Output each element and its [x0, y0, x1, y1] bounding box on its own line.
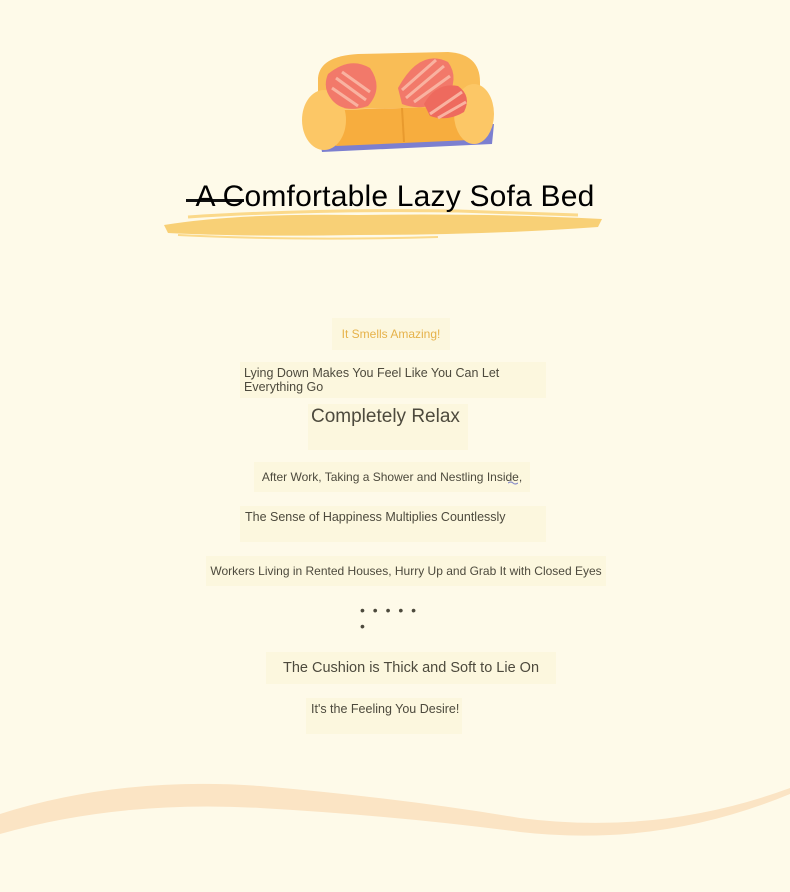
text-line-after-work: After Work, Taking a Shower and Nestling Inside, — [254, 462, 530, 492]
text-line-cushion: The Cushion is Thick and Soft to Lie On — [266, 652, 556, 684]
bottom-wave-decoration — [0, 770, 790, 850]
scribble-decoration — [508, 481, 518, 485]
text-line-workers: Workers Living in Rented Houses, Hurry Up and Grab It with Closed Eyes — [206, 556, 606, 586]
dots-separator: • • • • • • — [360, 602, 419, 634]
page-title: A Comfortable Lazy Sofa Bed — [195, 180, 595, 213]
sofa-illustration-icon — [298, 48, 498, 158]
text-line-lying-down: Lying Down Makes You Feel Like You Can Let Everything Go — [240, 362, 546, 398]
text-line-feeling-desire: It's the Feeling You Desire! — [306, 698, 462, 734]
text-line-completely-relax: Completely Relax — [308, 404, 468, 450]
text-line-happiness: The Sense of Happiness Multiplies Countlessly — [240, 506, 546, 542]
text-line-smells-amazing: It Smells Amazing! — [332, 318, 450, 350]
